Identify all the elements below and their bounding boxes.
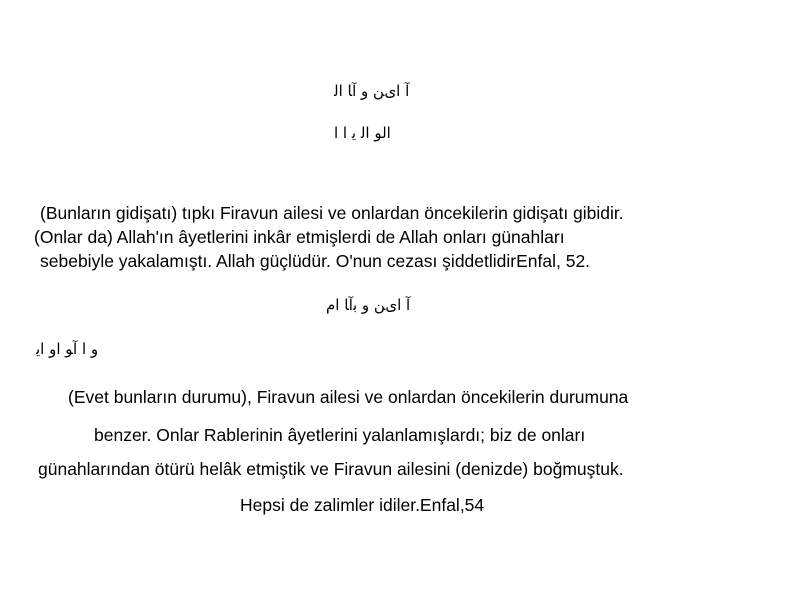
translation-2-line-3: günahlarından ötürü helâk etmiştik ve Firavun ailesini (denizde) boğmuştuk. — [38, 459, 624, 479]
translation-1-line-2: (Onlar da) Allah'ın âyetlerini inkâr etmişlerdi de Allah onları günahları — [34, 227, 565, 247]
arabic-verse-1-line-2: ﺍﻟﻮ ﺍﻟ ﻳ ﺍ ﺍ — [334, 124, 391, 142]
arabic-verse-1-line-1: آ ﺍیﻦ ﻭ آﺎ ﺍﻟ — [334, 82, 410, 100]
translation-2-line-1: (Evet bunların durumu), Firavun ailesi ve onlardan öncekilerin durumuna — [68, 387, 629, 407]
arabic-verse-2-line-2: ﻭ ﺍ آﻮ ﺍﻭ ﺍﻳ — [36, 340, 99, 358]
translation-2-line-4: Hepsi de zalimler idiler.Enfal,54 — [240, 495, 485, 515]
translation-1-line-3: sebebiyle yakalamıştı. Allah güçlüdür. O'nun cezası şiddetlidirEnfal, 52. — [40, 251, 591, 271]
arabic-verse-2-line-1: آ ﺍیﻦ ﻭ ﺑآﺎ ﺍﻡ — [326, 296, 411, 314]
translation-2-line-2: benzer. Onlar Rablerinin âyetlerini yalanlamışlardı; biz de onları — [94, 425, 586, 445]
translation-1-line-1: (Bunların gidişatı) tıpkı Firavun ailesi ve onlardan öncekilerin gidişatı gibidir. — [40, 203, 624, 223]
